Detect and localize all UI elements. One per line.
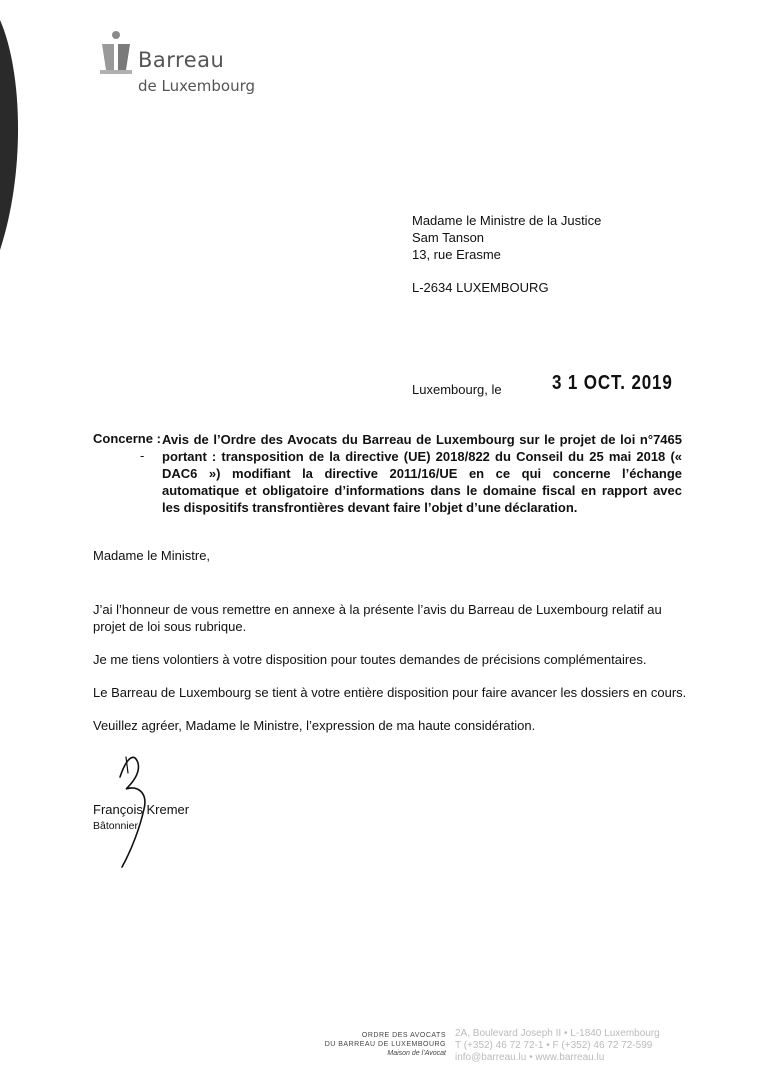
footer-organization xyxy=(300,1031,446,1058)
body-paragraph-3: Le Barreau de Luxembourg se tient à votre entière disposition pour faire avancer les dossiers en cours. xyxy=(93,685,687,700)
footer-phones: T (+352) 46 72 72-1 • F (+352) 46 72 72-599 xyxy=(455,1040,653,1051)
recipient-street: 13, rue Erasme xyxy=(412,247,501,262)
subject-label: Concerne : xyxy=(93,431,161,446)
footer-web: info@barreau.lu • www.barreau.lu xyxy=(455,1052,605,1063)
body-paragraph-1: J’ai l’honneur de vous remettre en annexe à la présente l’avis du Barreau de Luxembourg relatif au projet de loi sous rubrique. xyxy=(93,602,662,634)
recipient-address xyxy=(412,212,601,296)
signatory-name: François Kremer xyxy=(93,802,190,817)
footer-contact xyxy=(455,1028,660,1064)
footer-org-line2: DU BARREAU DE LUXEMBOURG xyxy=(324,1041,446,1048)
footer-org-line1: ORDRE DES AVOCATS xyxy=(361,1032,446,1039)
body-paragraph-2: Je me tiens volontiers à votre disposition pour toutes demandes de précisions complémentaires. xyxy=(93,652,647,667)
barreau-logo-icon xyxy=(100,30,134,76)
recipient-postal: L-2634 LUXEMBOURG xyxy=(412,280,549,295)
salutation: Madame le Ministre, xyxy=(93,548,211,563)
body-paragraph-4: Veuillez agréer, Madame le Ministre, l’expression de ma haute considération. xyxy=(93,718,536,733)
subject-dash: - xyxy=(140,448,145,463)
scan-edge-shadow xyxy=(0,20,30,250)
signatory-role: Bâtonnier xyxy=(93,820,138,832)
footer-org-line3: Maison de l’Avocat xyxy=(387,1050,446,1057)
subject-text: Avis de l’Ordre des Avocats du Barreau de Luxembourg sur le projet de loi n°7465 portant : transposition de la directive (UE) 2018/822 du Conseil du 25 mai 2018 (« DAC6 ») modifiant la directive 2011/16/UE en ce qui concerne l’échange automatique et obligatoire d’informations dans le domaine fiscal en rapport avec les dispositifs transfrontières devant faire l’objet d’une déclaration. xyxy=(162,432,682,515)
date-stamp: 3 1 OCT. 2019 xyxy=(552,372,673,394)
logo-subtitle: de Luxembourg xyxy=(138,77,256,95)
footer-address: 2A, Boulevard Joseph II • L-1840 Luxembourg xyxy=(455,1028,660,1039)
recipient-name: Sam Tanson xyxy=(412,230,485,245)
date-label: Luxembourg, le xyxy=(412,382,502,397)
logo-title: Barreau xyxy=(138,48,225,72)
recipient-title: Madame le Ministre de la Justice xyxy=(412,213,602,228)
